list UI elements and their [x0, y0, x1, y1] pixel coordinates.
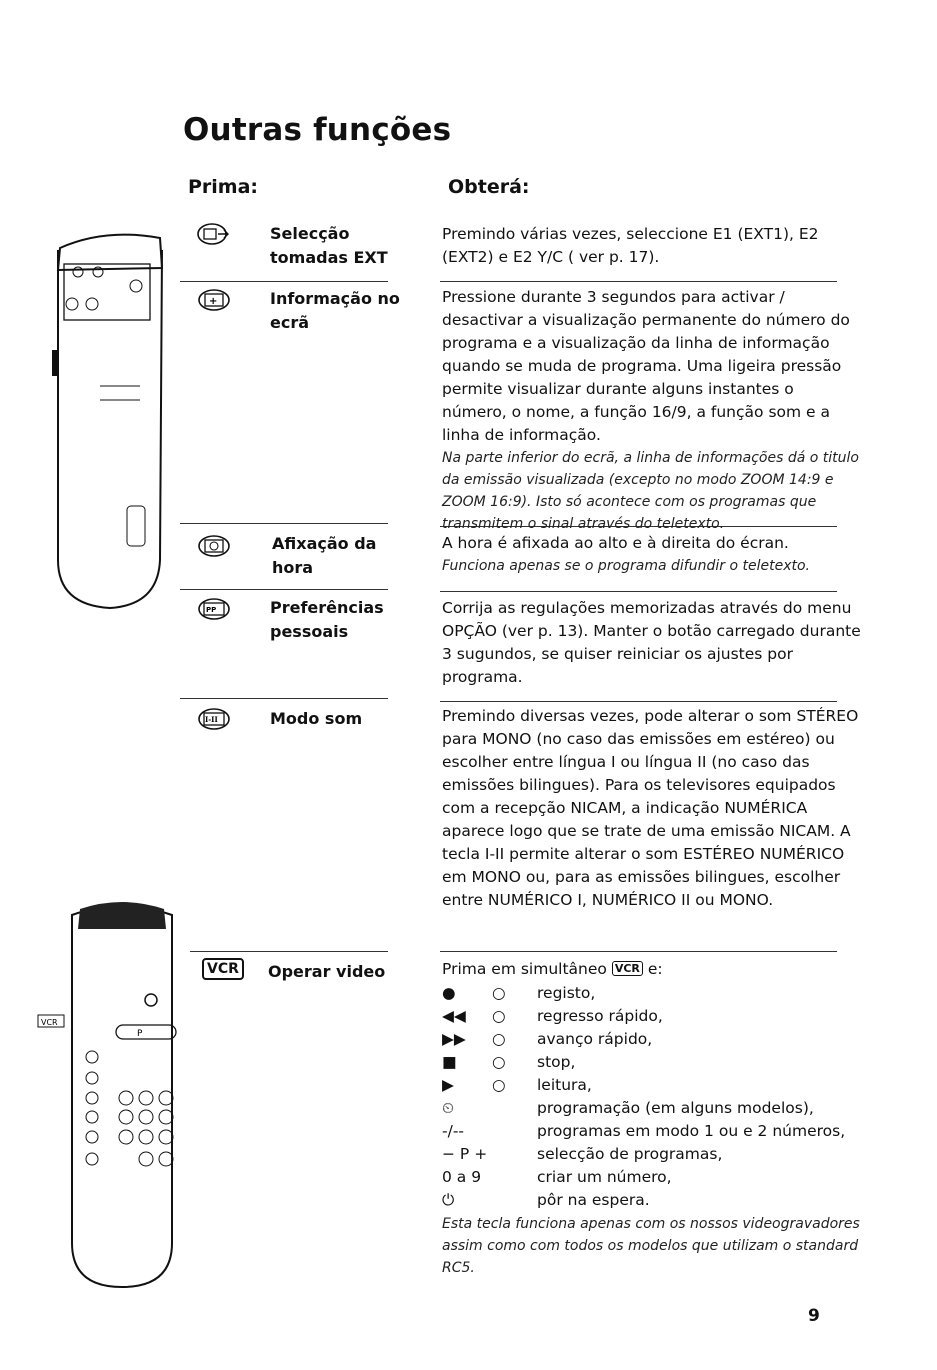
pp-icon	[196, 597, 232, 621]
svg-text:PP: PP	[206, 606, 217, 614]
vcr-list-item	[442, 982, 862, 1005]
column-heading-result: Obterá:	[448, 176, 530, 198]
info-icon	[196, 288, 232, 312]
row-desc-sound: Premindo diversas vezes, pode alterar o som STÉREO para MONO (no caso das emissões em estéreo) ou escolher entre língua I ou língua II (no caso das emissões bilingues). Para os televisores equipados com a recepção NICAM, a indicação NUMÉRICA aparece logo que se trate de uma emissão NICAM. A tecla I-II permite alterar o som ESTÉREO NUMÉRICO em MONO ou, para as emissões bilingues, escolher entre NUMÉRICO I, NUMÉRICO II ou MONO.	[442, 707, 859, 909]
row-label-vcr: Operar video	[268, 962, 386, 981]
vcr-list-text: registo,	[537, 984, 596, 1002]
row-note-info: Na parte inferior do ecrã, a linha de informações dá o titulo da emissão visualizada (excepto no modo ZOOM 14:9 e ZOOM 16:9). Isto só acontece com os programas que transmitem o sinal através do teletexto.	[442, 450, 859, 532]
remote-illustration-top	[40, 220, 170, 620]
vcr-list-text: pôr na espera.	[537, 1191, 650, 1209]
vcr-list-symbol: − P +	[442, 1145, 488, 1163]
vcr-list-text: regresso rápido,	[537, 1007, 663, 1025]
vcr-list-symbol: ◀◀	[442, 1007, 466, 1025]
row-desc-clock-text: A hora é afixada ao alto e à direita do écran.	[442, 534, 789, 552]
vcr-list-symbol: ▶▶	[442, 1030, 466, 1048]
vcr-icon: VCR	[202, 958, 244, 980]
svg-text:+: +	[209, 296, 218, 307]
vcr-list-text: avanço rápido,	[537, 1030, 653, 1048]
vcr-list-text: criar um número,	[537, 1168, 672, 1186]
vcr-list-item	[442, 1189, 862, 1212]
clock-icon	[196, 534, 232, 558]
row-desc-info-text: Pressione durante 3 segundos para activar / desactivar a visualização permanente do número do programa e a visualização da linha de informação quando se muda de programa. Uma ligeira pressão permite visualizar durante alguns instantes o número, o nome, a função 16/9, a função som e a linha de informação.	[442, 288, 850, 444]
row-note-vcr: Esta tecla funciona apenas com os nossos videogravadores assim como com todos os modelos que utilizam o standard RC5.	[442, 1216, 860, 1276]
ext-icon	[196, 222, 232, 246]
page-number: 9	[808, 1306, 820, 1326]
row-desc-pp: Corrija as regulações memorizadas através do menu OPÇÃO (ver p. 13). Manter o botão carregado durante 3 sugundos, se quiser reiniciar os ajustes por programa.	[442, 599, 861, 686]
row-label-sound: Modo som	[270, 709, 363, 728]
page-title: Outras funções	[183, 112, 452, 148]
vcr-button-circle-icon: ○	[492, 1007, 506, 1025]
svg-text:I-II: I-II	[205, 715, 218, 724]
column-heading-press: Prima:	[188, 176, 259, 198]
row-note-vcr-wrap	[442, 1213, 862, 1279]
vcr-button-circle-icon: ○	[492, 1076, 506, 1094]
vcr-list-symbol: 0 a 9	[442, 1168, 482, 1186]
vcr-button-circle-icon: ○	[492, 984, 506, 1002]
vcr-list-item	[442, 1051, 862, 1074]
svg-text:P: P	[137, 1029, 143, 1039]
row-desc-info	[442, 286, 862, 535]
vcr-list-item	[442, 1143, 862, 1166]
vcr-list-item	[442, 1166, 862, 1189]
vcr-list-text: stop,	[537, 1053, 576, 1071]
svg-text:VCR: VCR	[41, 1018, 58, 1027]
vcr-button-circle-icon: ○	[492, 1030, 506, 1048]
sound-icon	[196, 707, 232, 731]
vcr-list-symbol: -/--	[442, 1122, 465, 1140]
vcr-list-item	[442, 1028, 862, 1051]
vcr-list-text: selecção de programas,	[537, 1145, 723, 1163]
vcr-list-item	[442, 1097, 862, 1120]
vcr-list-symbol: ■	[442, 1053, 457, 1071]
vcr-intro-a: Prima em simultâneo	[442, 960, 607, 978]
vcr-list-item	[442, 1005, 862, 1028]
row-label-pp: Preferências pessoais	[270, 598, 384, 641]
row-desc-vcr	[442, 958, 862, 981]
row-label-clock: Afixação da hora	[272, 534, 377, 577]
row-desc-clock	[442, 532, 862, 577]
vcr-list-text: programas em modo 1 ou e 2 números,	[537, 1122, 846, 1140]
vcr-list-item	[442, 1120, 862, 1143]
vcr-list-symbol: ●	[442, 984, 456, 1002]
row-desc-ext: Premindo várias vezes, seleccione E1 (EXT1), E2 (EXT2) e E2 Y/C ( ver p. 17).	[442, 225, 819, 266]
vcr-intro-b: e:	[647, 960, 663, 978]
row-note-clock: Funciona apenas se o programa difundir o teletexto.	[442, 558, 810, 574]
vcr-list-text: leitura,	[537, 1076, 592, 1094]
vcr-inline-icon: VCR	[612, 961, 643, 976]
vcr-list-symbol: ▶	[442, 1076, 454, 1094]
vcr-list-symbol: ⏲	[442, 1099, 455, 1117]
remote-illustration-bottom	[36, 895, 186, 1295]
vcr-list-text: programação (em alguns modelos),	[537, 1099, 814, 1117]
row-label-ext: Selecção tomadas EXT	[270, 224, 388, 267]
vcr-button-circle-icon: ○	[492, 1053, 506, 1071]
vcr-list-item	[442, 1074, 862, 1097]
row-label-info: Informação no ecrã	[270, 289, 400, 332]
vcr-list-symbol: ⏻	[442, 1191, 455, 1209]
